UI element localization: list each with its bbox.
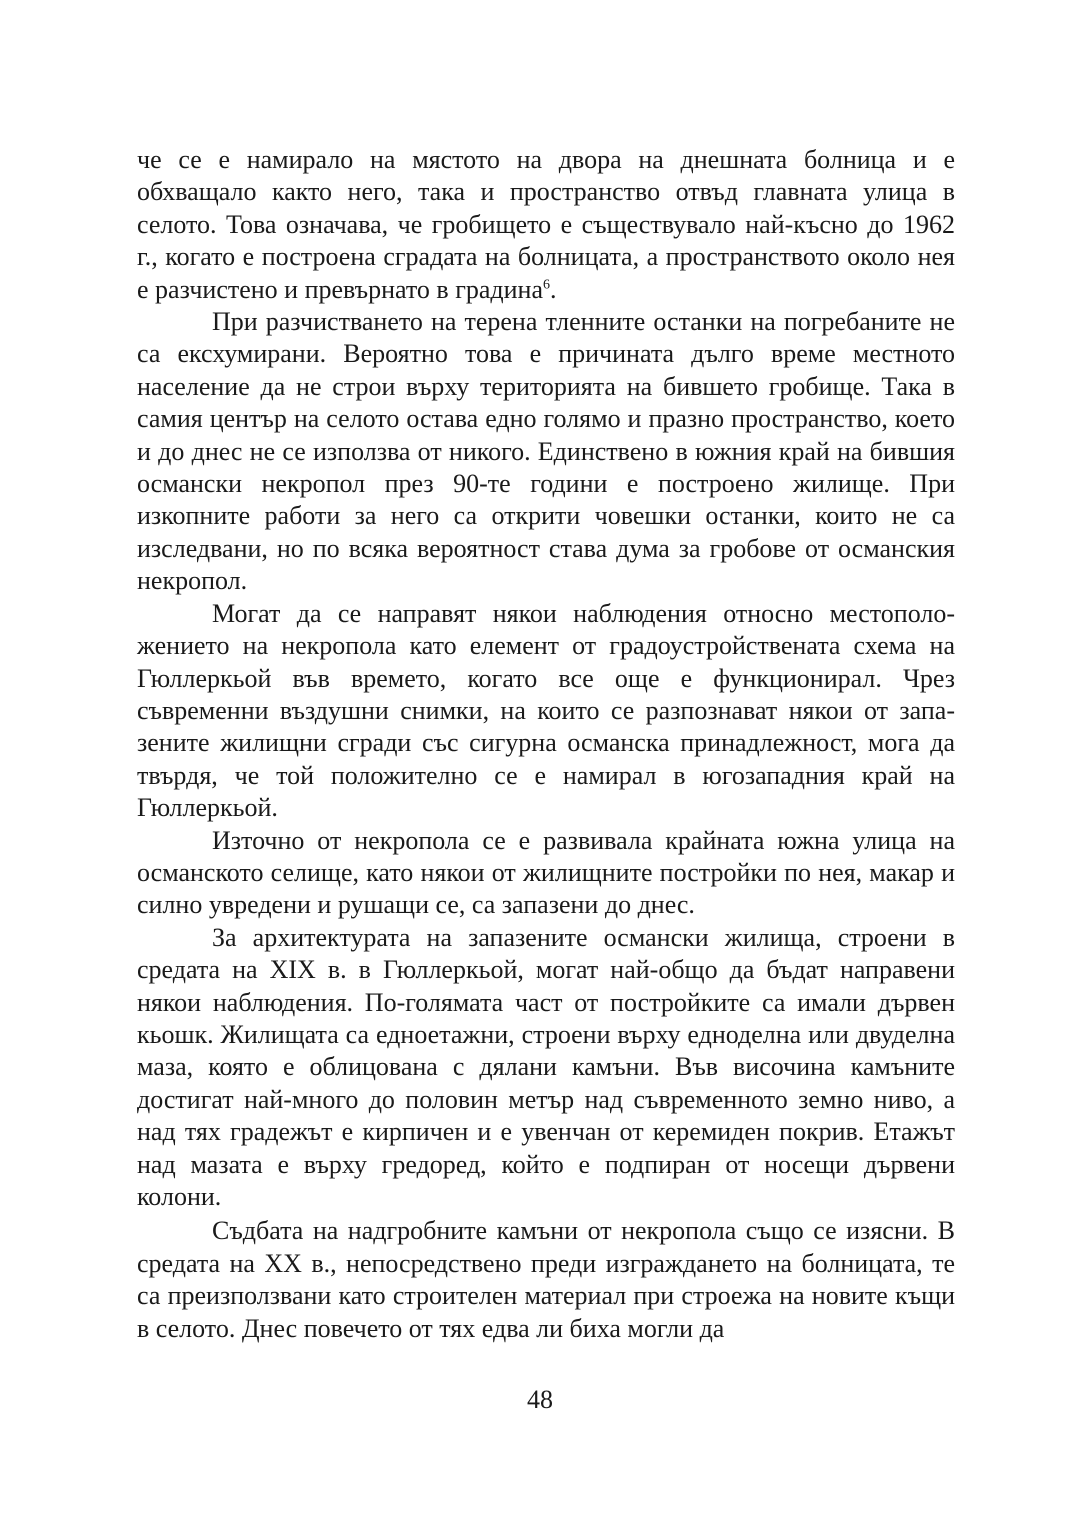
paragraph-1 <box>137 144 955 306</box>
paragraph-1-text: че се е намирало на мястото на двора на днешната болница и е обхващало както него, така и пространство отвъд главната улица в селото. Това означава, че гробището е съществувало най-късно до 1962 г., когато е построена сградата на болницата, а пространството около нея е разчистено и превърнато в градина <box>137 145 955 304</box>
paragraph-5: За архитектурата на запазените османски жилища, строени в средата на XIX в. в Гюллеркьой, могат най-общо да бъдат направени някои наблюдения. По-голямата част от постройките са имали дървен кьошк. Жилищата са едноетажни, строени върху едноделна или двуделна маза, която е облицована с дялани камъни. Във височина камъните достигат най-много до половин метър над съвременното земно ниво, а над тях градежът е кирпичен и е увенчан от керемиден покрив. Етажът над мазата е върху гредоред, който е подпиран от носещи дървени колони. <box>137 922 955 1211</box>
paragraph-3: Могат да се направят някои наблюдения относно местоположението на некропола като елемент от градоустройствената схема на Гюллеркьой във времето, когато все още е функционирал. Чрез съвременни въздушни снимки, на които се разпознават някои от запазените жилищни сгради със сигурна османска принадлежност, мога да твърдя, че той положително се е намирал в югозападния край на Гюллеркьой. <box>137 598 955 823</box>
paragraph-1-tail: . <box>550 274 557 304</box>
body-text <box>137 144 955 1345</box>
paragraph-2: При разчистването на терена тленните останки на погребаните не са ексхумирани. Вероятно това е причината дълго време местното население да не строи върху територията на бившето гробище. Така в самия център на селото остава едно голямо и празно пространство, което и до днес не се използва от никого. Единствено в южния край на бившия османски некропол през 90-те години е построено жилище. При изкопните работи за него са открити човешки останки, които не са изследвани, но по всяка вероятност става дума за гробове от османския некропол. <box>137 307 955 596</box>
paragraph-6: Съдбата на надгробните камъни от некропола също се изясни. В средата на XX в., непосредствено преди изграждането на болницата, те са преизползвани като строителен материал при строежа на новите къщи в селото. Днес повечето от тях едва ли биха могли да <box>137 1216 955 1343</box>
paragraph-4: Източно от некропола се е развивала крайната южна улица на османското селище, като някои от жилищните постройки по нея, макар и силно увредени и рушащи се, са запазени до днес. <box>137 825 955 920</box>
page-number: 48 <box>527 1385 553 1414</box>
footnote-reference[interactable]: 6 <box>543 276 550 292</box>
